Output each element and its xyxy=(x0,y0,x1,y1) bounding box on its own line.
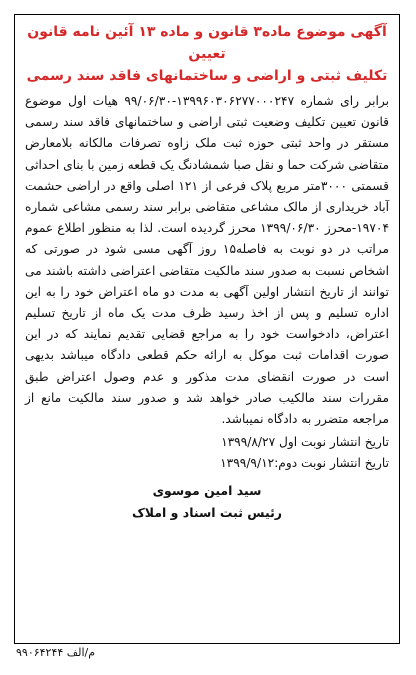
footer-reference-code: م/الف ۹۹۰۶۴۲۴۴ xyxy=(16,646,96,659)
notice-body: برابر رای شماره ۱۳۹۹۶۰۳۰۶۲۷۷۰۰۰۲۴۷-۹۹/۰۶/۳۰ هیات اول موضوع قانون تعیین تکلیف وضعیت ثبتی اراضی و ساختمانهای فاقد سند رسمی مستقر در واحد ثبتی حوزه ثبت ملک زاوه تصرفات مالکانه بلامعارض متقاضی شرکت حما و نقل صبا شمشادنگ یک قطعه زمین با بنای احداثی قسمتی ۳۰۰۰متر مربع پلاک فرعی از ۱۲۱ اصلی واقع در اراضی حشمت آباد خریداری از مالک مشاعی متقاضی برابر سند رسمی مشاعی شماره ۱۹۷۰۴-محرز ۱۳۹۹/۰۶/۳۰ محرز گردیده است. لذا به منظور اطلاع عموم مراتب در دو نوبت به فاصله۱۵ روز آگهی مسی شود در صورتی که اشخاص نسبت به صدور سند مالکیت متقاضی اعتراضی داشته باشند می توانند از تاریخ انتشار اولین آگهی به مدت دو ماه اعتراض خود را به این اداره تسلیم و پس از اخذ رسید ظرف مدت یک ماه از تاریخ تسلیم اعتراض، دادخواست خود را به مراجع قضایی تقدیم نمایند که در این صورت اقدامات ثبت موکل به ارائه حکم قطعی دادگاه میباشد بدیهی است در صورت انقضای مدت مذکور و عدم وصول اعتراض طبق مقررات سند مالکیب صادر خواهد شد و صدور سند مالکیت مانع از مراجعه متضرر به دادگاه نمیباشد. xyxy=(25,94,390,427)
signer-title: رئیس ثبت اسناد و املاک xyxy=(132,505,282,521)
notice-title-line2: تکلیف ثبتی و اراضی و ساختمانهای فاقد سند رسمی xyxy=(26,68,388,84)
legal-notice xyxy=(14,14,400,644)
signer-name: سید امین موسوی xyxy=(152,483,262,499)
signature-block xyxy=(25,480,389,524)
notice-title-line1: آگهی موضوع ماده۳ قانون و ماده ۱۳ آئین نامه قانون تعیین xyxy=(27,24,387,62)
second-publication-date: تاریخ انتشار نوبت دوم:۱۳۹۹/۹/۱۲ xyxy=(220,456,389,471)
publication-dates xyxy=(25,432,389,474)
first-publication-date: تاریخ انتشار نوبت اول ۱۳۹۹/۸/۲۷ xyxy=(221,435,389,450)
